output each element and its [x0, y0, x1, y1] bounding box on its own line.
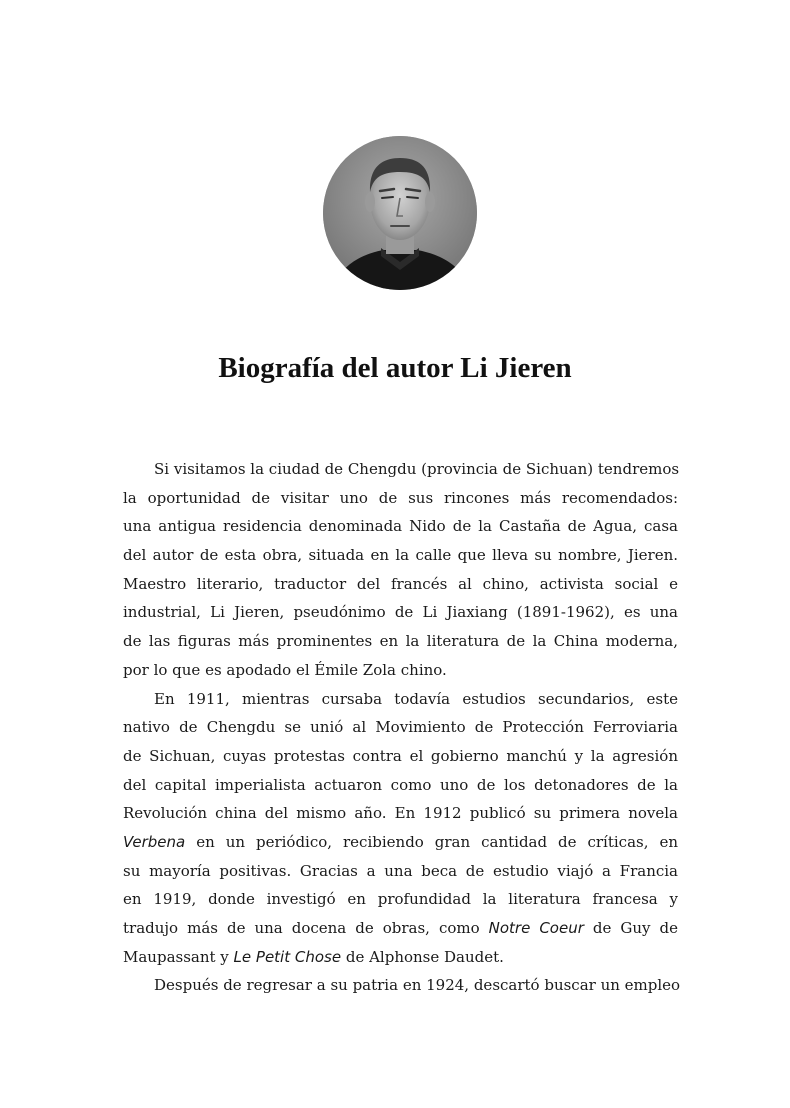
text-line	[123, 484, 678, 513]
text-segment: una antigua residencia denominada Nido de la Castaña de Agua, casa	[123, 517, 678, 536]
page-title: Biografía del autor Li Jieren	[218, 352, 572, 384]
text-line	[123, 541, 678, 570]
text-line	[123, 799, 678, 828]
italic-title: Notre Coeur	[488, 919, 584, 937]
text-segment: del capital imperialista actuaron como uno de los detonadores de la	[123, 775, 678, 794]
text-line	[123, 771, 678, 800]
text-line	[123, 971, 681, 1000]
text-segment: En 1911, mientras cursaba todavía estudios secundarios, este	[154, 689, 678, 708]
text-line	[123, 828, 678, 857]
text-line	[123, 914, 678, 943]
text-line	[123, 857, 678, 886]
italic-title: Le Petit Chose	[233, 947, 342, 966]
text-segment: de Guy de	[583, 919, 679, 937]
text-line	[123, 512, 678, 541]
text-segment: su mayoría positivas. Gracias a una beca de estudio viajó a Francia	[123, 861, 678, 880]
biography-text	[123, 455, 681, 1000]
text-segment: industrial, Li Jieren, pseudónimo de Li Jiaxiang (1891-1962), es una	[123, 603, 678, 622]
text-line	[123, 685, 678, 714]
text-line	[123, 627, 678, 656]
text-line	[123, 742, 678, 771]
paragraph	[123, 685, 678, 972]
author-portrait-image	[323, 136, 477, 290]
text-segment: tradujo más de una docena de obras, como	[123, 919, 489, 937]
text-segment: Si visitamos la ciudad de Chengdu (provincia de Sichuan) tendremos	[154, 460, 680, 478]
text-line	[123, 455, 678, 484]
text-segment: de Alphonse Daudet.	[341, 947, 504, 966]
text-line	[123, 570, 678, 599]
paragraph	[123, 455, 678, 685]
text-line	[123, 598, 678, 627]
text-segment: Revolución china del mismo año. En 1912 publicó su primera novela	[123, 804, 678, 823]
text-segment: de las figuras más prominentes en la literatura de la China moderna,	[123, 632, 678, 651]
text-segment: en un periódico, recibiendo gran cantidad de críticas, en	[185, 832, 678, 851]
text-segment: la oportunidad de visitar uno de sus rincones más recomendados:	[123, 488, 678, 507]
portrait-photo	[323, 136, 477, 290]
text-segment: en 1919, donde investigó en profundidad la literatura francesa y	[123, 890, 678, 909]
text-segment: por lo que es apodado el Émile Zola chino.	[123, 660, 447, 679]
text-line	[123, 656, 678, 685]
text-segment: del autor de esta obra, situada en la calle que lleva su nombre, Jieren.	[123, 546, 678, 565]
text-segment: Maupassant y	[123, 947, 234, 966]
text-segment: de Sichuan, cuyas protestas contra el gobierno manchú y la agresión	[123, 746, 678, 765]
italic-title: Verbena	[123, 832, 186, 851]
text-segment: Después de regresar a su patria en 1924, descartó buscar un empleo	[154, 976, 681, 995]
text-line	[123, 885, 678, 914]
text-line	[123, 943, 678, 972]
text-segment: Maestro literario, traductor del francés al chino, activista social e	[123, 574, 678, 593]
text-line	[123, 713, 678, 742]
paragraph	[123, 971, 681, 1000]
text-segment: nativo de Chengdu se unió al Movimiento de Protección Ferroviaria	[123, 718, 678, 737]
